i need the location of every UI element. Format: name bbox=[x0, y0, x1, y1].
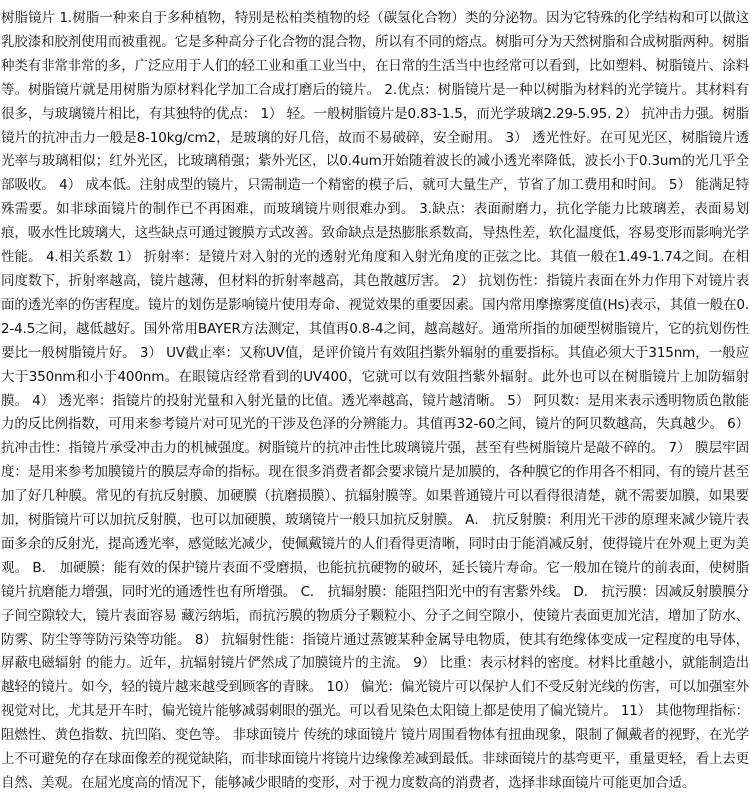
article-body-text: 树脂镜片 1.树脂一种来自于多种植物，特别是松柏类植物的烃（碳氢化合物）类的分泌物。因为它特殊的化学结构和可以做这乳胶漆和胶剂使用而被重视。它是多种高分子化合物的混合物，所以有不同的熔点。树脂可分为天然树脂和合成树脂两种。树脂种类有非常非常的多，广泛应用于人们的轻工业和重工业当中，在日常的生活当中也经常可以看到，比如塑料、树脂镜片、涂料等。树脂镜片就是用树脂为原材料化学加工合成打磨后的镜片。 2.优点：树脂镜片是一种以树脂为材料的光学镜片。其材料有很多，与玻璃镜片相比，有其独特的优点： 1） 轻。一般树脂镜片是0.83-1.5，而光学玻璃2.29-5.95. 2） 抗冲击力强。树脂镜片的抗冲击力一般是8-10kg/cm2，是玻璃的好几倍，故而不易破碎，安全耐用。 3） 透光性好。在可见光区，树脂镜片透光率与玻璃相似；红外光区，比玻璃稍强；紫外光区，以0.4um开始随着波长的减小透光率降低，波长小于0.3um的光几乎全部吸收。 4） 成本低。注射成型的镜片，只需制造一个精密的模子后，就可大量生产，节省了加工费用和时间。 5） 能满足特殊需要。如非球面镜片的制作已不再困难，而玻璃镜片则很难办到。 3.缺点：表面耐磨力，抗化学能力比玻璃差，表面易划痕，吸水性比玻璃大，这些缺点可通过镀膜方式改善。致命缺点是热膨胀系数高，导热性差，软化温度低，容易变形而影响光学性能。 4.相关系数 1） 折射率：是镜片对入射的光的透射光角度和入射光角度的正弦之比。其值一般在1.49-1.74之间。在相同度数下，折射率越高，镜片越薄，但材料的折射率越高，其色散越厉害。 2） 抗划伤性：指镜片表面在外力作用下对镜片表面的透光率的伤害程度。镜片的划伤是影响镜片使用寿命、视觉效果的重要因素。国内常用摩擦雾度值(Hs)表示，其值一般在0.2-4.5之间，越低越好。国外常用BAYER方法测定，其值再0.8-4之间，越高越好。通常所指的加硬型树脂镜片，它的抗划伤性要比一般树脂镜片好。 3） UV截止率：又称UV值，是评价镜片有效阻挡紫外辐射的重要指标。其值必须大于315nm，一般应大于350nm和小于400nm。在眼镜店经常看到的UV400，它就可以有效阻挡紫外辐射。此外也可以在树脂镜片上加防辐射膜。 4） 透光率：指镜片的投射光量和入射光量的比值。透光率越高，镜片越清晰。 5） 阿贝数：是用来表示透明物质色散能力的反比例指数，可用来参考镜片对可见光的干涉及色泽的分辨能力。其值再32-60之间，镜片的阿贝数越高，失真越少。 6） 抗冲击性：指镜片承受冲击力的机械强度。树脂镜片的抗冲击性比玻璃镜片强，甚至有些树脂镜片是敲不碎的。 7） 膜层牢固度：是用来参考加膜镜片的膜层寿命的指标。现在很多消费者都会要求镜片是加膜的，各种膜它的作用各不相同，有的镜片甚至加了好几种膜。常见的有抗反射膜、加硬膜（抗磨损膜）、抗辐射膜等。如果普通镜片可以看得很清楚，就不需要加膜，如果要加，树脂镜片可以加抗反射膜，也可以加硬膜，玻璃镜片一般只加抗反射膜。 A． 抗反射膜：利用光干涉的原理来减少镜片表面多余的反射光，提高透光率，感觉眩光减少，使佩戴镜片的人们看得更清晰，同时由于能消减反射，使得镜片在外观上更为美观。 B． 加硬膜：能有效的保护镜片表面不受磨损，也能抗抗硬物的破坏，延长镜片寿命。它一般加在镜片的前表面，使树脂镜片抗磨能力增强，同时光的通透性也有所增强。 C． 抗辐射膜：能阻挡阳光中的有害紫外线。 D． 抗污膜：因减反射膜膜分子间空隙较大，镜片表面容易 藏污纳垢，而抗污膜的物质分子颗粒小、分子之间空隙小，使镜片表面更加光洁，增加了防水、防雾、防尘等等防污染等功能。 8） 抗辐射性能：指镜片通过蒸镀某种金属导电物质，使其有绝缘体变成一定程度的电导体，屏蔽电磁辐射 的能力。近年，抗辐射镜片俨然成了加膜镜片的主流。 9） 比重：表示材料的密度。材料比重越小，就能制造出越轻的镜片。如今，轻的镜片越来越受到顾客的青睐。 10） 偏光：偏光镜片可以保护人们不受反射光线的伤害，可以加强室外视觉对比，尤其是开车时，偏光镜片能够减弱刺眼的强光。可以看见染色太阳镜上都是使用了偏光镜片。 11） 其他物理指标：阻燃性、黄色指数、抗凹陷、变色等。 非球面镜片 传统的球面镜片 镜片周围看物体有扭曲现象，限制了佩戴者的视野，在光学上不可避免的存在球面像差的视觉缺陷，而非球面镜片将镜片边缘像差减到最低。非球面镜片的基弯更平，重量更轻，看上去更自然、美观。在屈光度高的情况下，能够减少眼睛的变形，对于视力度数高的消费者，选择非球面镜片可能更加合适。 bbox=[1, 10, 749, 791]
